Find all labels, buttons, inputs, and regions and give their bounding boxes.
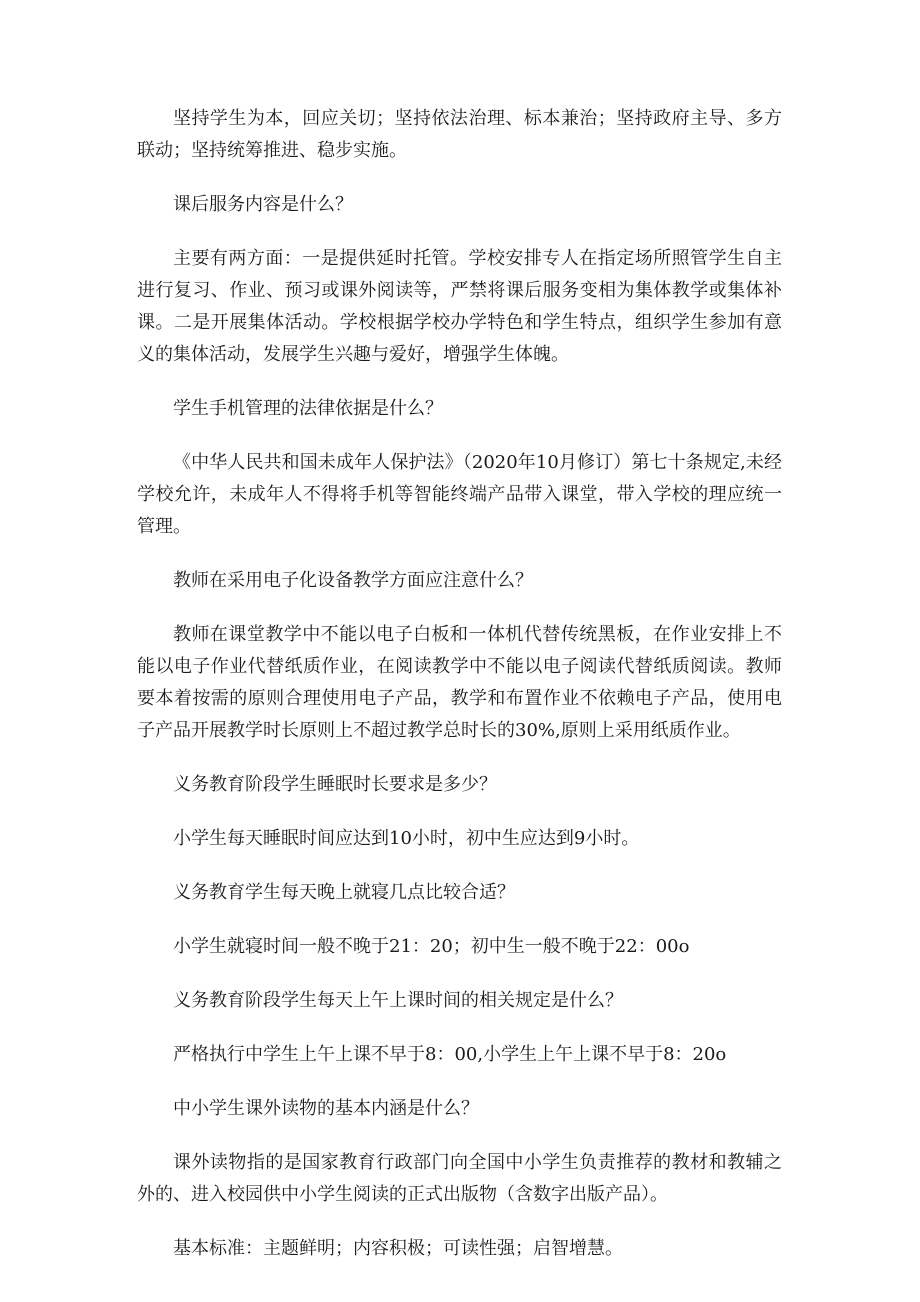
question-class-start-time: 义务教育阶段学生每天上午上课时间的相关规定是什么？ bbox=[173, 990, 623, 1011]
answer-after-school-service: 主要有两方面：一是提供延时托管。学校安排专人在指定场所照管学生自主进行复习、作业、预习或课外阅读等，严禁将课后服务变相为集体教学或集体补课。二是开展集体活动。学校根据学校办学特色和学生特点，组织学生参加有意义的集体活动，发展学生兴趣与爱好，增强学生体魄。 bbox=[137, 248, 782, 365]
paragraph-principles: 坚持学生为本，回应关切；坚持依法治理、标本兼治；坚持政府主导、多方联动；坚持统筹推进、稳步实施。 bbox=[137, 108, 782, 161]
question-phone-management: 学生手机管理的法律依据是什么？ bbox=[173, 398, 443, 419]
question-bedtime: 义务教育学生每天晚上就寝几点比较合适？ bbox=[173, 882, 515, 903]
question-after-school-service: 课后服务内容是什么？ bbox=[173, 194, 353, 215]
question-sleep-duration: 义务教育阶段学生睡眠时长要求是多少？ bbox=[173, 774, 497, 795]
answer-class-start-time: 严格执行中学生上午上课不早于8：00,小学生上午上课不早于8：20o bbox=[173, 1044, 727, 1065]
answer-phone-management: 《中华人民共和国未成年人保护法》（2020年10月修订）第七十条规定,未经学校允许，未成年人不得将手机等智能终端产品带入课堂，带入学校的理应统一管理。 bbox=[137, 452, 782, 537]
answer-sleep-duration: 小学生每天睡眠时间应达到10小时，初中生应达到9小时。 bbox=[173, 828, 640, 849]
question-electronic-devices: 教师在采用电子化设备教学方面应注意什么？ bbox=[173, 570, 533, 591]
answer-basic-standards: 基本标准：主题鲜明；内容积极；可读性强；启智增慧。 bbox=[173, 1238, 623, 1259]
answer-electronic-devices: 教师在课堂教学中不能以电子白板和一体机代替传统黑板，在作业安排上不能以电子作业代替纸质作业，在阅读教学中不能以电子阅读代替纸质阅读。教师要本着按需的原则合理使用电子产品，教学和布置作业不依赖电子产品，使用电子产品开展教学时长原则上不超过教学总时长的30%,原则上采用纸质作业。 bbox=[137, 624, 782, 741]
question-extracurricular-reading: 中小学生课外读物的基本内涵是什么？ bbox=[173, 1098, 479, 1119]
answer-extracurricular-reading: 课外读物指的是国家教育行政部门向全国中小学生负责推荐的教材和教辅之外的、进入校园供中小学生阅读的正式出版物（含数字出版产品）。 bbox=[137, 1152, 782, 1205]
answer-bedtime: 小学生就寝时间一般不晚于21：20；初中生一般不晚于22：00o bbox=[173, 936, 690, 957]
document-body bbox=[137, 103, 782, 1265]
